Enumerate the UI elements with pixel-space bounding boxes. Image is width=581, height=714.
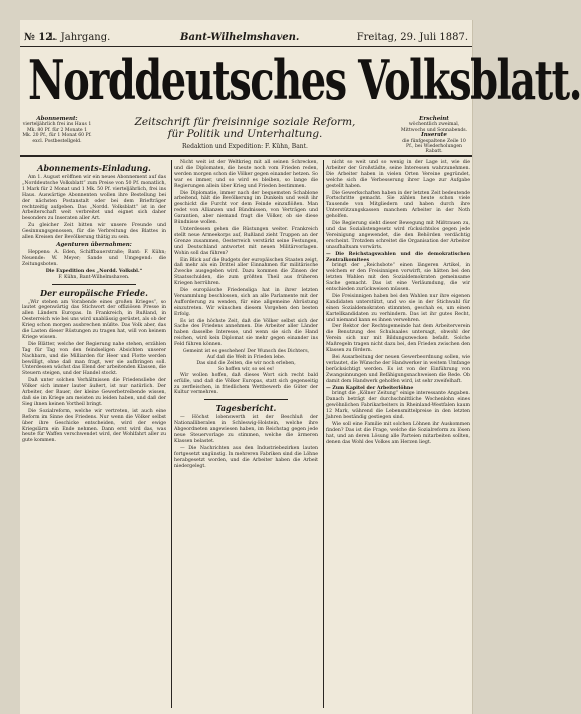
advert-header: Inserate: [421, 132, 447, 139]
column-3: [326, 160, 470, 708]
article-lead: — Zum Kapitel der Arbeiterlöhne: [326, 385, 414, 391]
expedition-name: F. Kühn, Bant-Wilhelmshaven.: [58, 274, 130, 280]
paragraph: — Die Nachrichten aus den Industriebezirken lauten fortgesetzt ungünstig. In mehreren Fabriken sind die Löhne herabgesetzt worden, und die Arbeiter haben die Arbeit niedergelegt.: [174, 445, 318, 469]
place-label: Bant-Wilhelmshaven.: [180, 32, 300, 43]
verse-line: Auf daß die Welt in Frieden lebe.: [206, 355, 286, 360]
paragraph: Nicht weit ist der Weltkrieg mit all seinen Schrecken, und die Diplomaten, die heute noch vom Frieden reden, werden morgen schon die Völker gegen einander hetzen. So war es immer, und so wird es bleiben, so lange die Regierungen allein über Krieg und Frieden bestimmen.: [174, 160, 318, 189]
agents-text: Heppens: A. Eden, Schiffbauerstraße; Bant: F. Kühn; Neuende: W. Meyer; Sande und Umgegend: die Zeitungsboten.: [22, 249, 166, 267]
subtitle-line-1: Zeitschrift für freisinnige soziale Reform,: [134, 116, 356, 128]
divider: [204, 399, 288, 400]
paragraph: nicht so weit und so wenig in der Lage ist, wie die Arbeiter der Großstädte, seine Interessen wahrzunehmen. Die Arbeiter haben in vielen Orten Vereine gegründet, welche sich die Verbesserung ihrer Lage zur Aufgabe gestellt haben.: [326, 160, 470, 189]
column-2: [174, 160, 318, 708]
verse-line: Gemeint ist es geschehen! Der Wunsch des Dichters,: [182, 349, 310, 355]
divider: [52, 284, 136, 285]
paragraph: Die Diplomatie, immer nach der bequemsten Schablone arbeitend, hält die Bevölkerung im Dunkeln und weiß ihr geschickt die Furcht vor dem Feinde einzuflößen. Man redet von Allianzen und Bündnissen, von Verträgen und Garantien, aber niemand fragt die Völker, ob sie diese Bündnisse wollen.: [174, 190, 318, 226]
issue-header-bar: [20, 20, 472, 47]
daily-report-heading: Tagesbericht.: [215, 403, 277, 414]
paragraph: Die Freisinnigen haben bei den Wahlen nur ihre eigenen Kandidaten unterstützt, und wo sie in der Stichwahl für einen Sozialdemokraten stimmten, geschah es, um einen Kartellkandidaten zu verhindern. Das ist ihr gutes Recht, und niemand kann es ihnen verwehren.: [326, 293, 470, 323]
paragraph: Am 1. August eröffnen wir ein neues Abonnement auf das „Norddeutsche Volksblatt“ zum Preise von 50 Pf. monatlich, 1 Mark für 2 Monat und 1 Mk. 50 Pf. vierteljährlich, frei ins Haus. Auswärtige Abonnenten wollen ihre Bestellung bei der nächsten Postanstalt oder bei dem Briefträger rechtzeitig aufgeben. Das „Nordd. Volksblatt“ ist in der Arbeiterschaft weit verbreitet und eignet sich daher besonders zu Inseraten aller Art.: [22, 175, 166, 222]
agents-label: Agenturen übernahmen:: [56, 241, 132, 248]
verse-line: So hoffen wir, so sei es!: [217, 366, 275, 372]
issue-number: № 12.: [24, 32, 56, 43]
subscription-info: [22, 117, 92, 144]
newspaper-page: [20, 20, 581, 714]
paragraph: Die Sozialreform, welche wir vertreten, ist auch eine Reform im Sinne des Friedens. Nur wenn die Völker selbst über ihre Geschicke entscheiden, wird der ewige Kriegslärm ein Ende nehmen. Dann erst wird das, was heute für Waffen verschwendet wird, der Wohlfahrt aller zu gute kommen.: [22, 408, 166, 444]
column-1: [22, 160, 166, 708]
issue-date: Freitag, 29. Juli 1887.: [356, 32, 468, 43]
masthead: [20, 47, 581, 157]
paragraph: Wie soll eine Familie mit solchen Löhnen ihr Auskommen finden? Das ist die Frage, welche die Sozialreform zu lösen hat, und an deren Lösung alle Parteien mitarbeiten sollten, denen das Wohl des Volkes am Herzen liegt.: [326, 421, 470, 445]
verse-line: Das sind die Zeiten, die wir noch erleben,: [196, 360, 296, 366]
advert-text: die fünfgespaltene Zeile 10 Pf., bei Wiederholungen Rabatt.: [402, 138, 466, 155]
article-lead: — Die Reichstagswahlen und die demokratischen Zentralkomitees: [326, 251, 470, 263]
newspaper-title: Norddeutsches Volksblatt.: [28, 49, 581, 113]
paragraph: Die Gewerkschaften haben in der letzten Zeit bedeutende Fortschritte gemacht. Sie zählen heute schon viele Tausende von Mitgliedern und haben durch ihre Unterstützungskassen manchem Arbeiter in der Noth geholfen.: [326, 190, 470, 220]
paragraph: Die Regierung sieht dieser Bewegung mit Mißtrauen zu, und das Sozialistengesetz wird rücksichtslos gegen jede Vereinigung angewendet, die den Behörden verdächtig erscheint. Trotzdem schreitet die Organisation der Arbeiter unaufhaltsam vorwärts.: [326, 221, 470, 250]
paragraph: „Wir stehen am Vorabende eines großen Krieges“, so lautet gegenwärtig das Stichwort der offiziösen Presse in allen Ländern Europas. In Frankreich, in Rußland, in Oesterreich wie bei uns wird unablässig gerüstet, als ob der Krieg schon morgen ausbrechen müßte. Das Volk aber, das die Lasten dieser Rüstungen zu tragen hat, will von keinem Kriege wissen.: [22, 299, 166, 340]
subscription-invitation-heading: Abonnements-Einladung.: [37, 163, 151, 173]
column-rule: [171, 160, 172, 708]
expedition-label: Die Expedition des „Nordd. Volksbl.“: [45, 268, 143, 274]
european-peace-heading: Der europäische Friede.: [40, 287, 148, 298]
publication-info: [398, 117, 470, 155]
subscription-header: Abonnement:: [36, 116, 78, 122]
subscription-text: vierteljährlich frei ins Haus 1 Mk. 80 Pf. für 2 Monate 1 Mk. 20 Pf., für 1 Monat 60 Pf. excl. Postbestellgeld.: [22, 122, 92, 144]
paragraph: Die europäische Friedensliga hat in ihrer letzten Versammlung beschlossen, sich an alle Parlamente mit der Aufforderung zu wenden, für eine allgemeine Abrüstung einzutreten. Wir wünschen diesem Vorgehen den besten Erfolg.: [174, 288, 318, 317]
paragraph: Wir wollen hoffen, daß dieses Wort sich recht bald erfülle, und daß die Völker Europas, statt sich gegenseitig zu zerfleischen, in friedlichem Wettbewerb die Güter der Kultur vermehren.: [174, 372, 318, 396]
paragraph: bringt die „Kölner Zeitung“ einige interessante Angaben. Danach beträgt der durchschnittliche Wochenlohn eines gewöhnlichen Fabrikarbeiters in Rheinland-Westfalen kaum 12 Mark, während die Lebensmittelpreise in den letzten Jahren beständig gestiegen sind.: [326, 391, 470, 421]
paragraph: bringt der „Reichsbote“ einen längeren Artikel, in welchem er den Freisinnigen vorwirft, sie hätten bei den letzten Wahlen mit den Sozialdemokraten gemeinsame Sache gemacht. Das ist eine Verläumdung, die wir entschieden zurückweisen müssen.: [326, 263, 470, 293]
paragraph: — Höchst lobenswerth ist der Beschluß der Nationalliberalen in Schleswig-Holstein, welche ihre Abgeordneten angewiesen haben, im Reichstag gegen jede neue Steuervorlage zu stimmen, welche die ärmeren Klassen belastet.: [174, 415, 318, 444]
publication-text: wöchentlich zweimal, Mittwochs und Sonnabends.: [400, 122, 468, 133]
subtitle-line-2: für Politik und Unterhaltung.: [167, 127, 323, 140]
column-rule: [323, 160, 324, 708]
paragraph: Zu gleicher Zeit bitten wir unsere Freunde und Gesinnungsgenossen, für die Verbreitung des Blattes in allen Kreisen der Bevölkerung thätig zu sein.: [22, 223, 166, 241]
paragraph: Ein Blick auf die Budgets der europäischen Staaten zeigt, daß mehr als ein Drittel aller Einnahmen für militärische Zwecke ausgegeben wird. Dazu kommen die Zinsen der Staatsschulden, die zum größten Theil aus früheren Kriegen herrühren.: [174, 257, 318, 287]
editor-line: Redaktion und Expedition: F. Kühn, Bant.: [182, 143, 308, 150]
paragraph: Die Blätter, welche der Regierung nahe stehen, erzählen Tag für Tag von den feindseligen Absichten unserer Nachbarn, und die Milliarden für Heer und Flotte werden bewilligt, ohne daß man fragt, wer sie aufbringen soll. Unterdessen wächst das Elend der arbeitenden Klassen, die Steuern steigen, und der Handel stockt.: [22, 341, 166, 377]
volume-label: 1. Jahrgang.: [48, 32, 111, 43]
paragraph: Unterdessen gehen die Rüstungen weiter. Frankreich stellt neue Armeekorps auf, Rußland zieht Truppen an der Grenze zusammen, Oesterreich verstärkt seine Festungen, und Deutschland antwortet mit neuen Militärvorlagen. Wohin soll das führen?: [174, 226, 318, 256]
newspaper-subtitle: [100, 117, 390, 140]
publication-header: Erscheint: [419, 116, 449, 122]
paragraph: Es ist die höchste Zeit, daß die Völker selbst sich der Sache des Friedens annehmen. Die Arbeiter aller Länder haben dasselbe Interesse, und wenn sie sich die Hand reichen, wird kein Diplomat sie mehr gegen einander ins Feld führen können.: [174, 318, 318, 348]
paragraph: Der Rektor der Rechtsgemeinde hat dem Arbeiterverein die Benutzung des Schulsaales untersagt, obwohl der Verein sich nur mit Bildungszwecken befaßt. Solche Maßregeln tragen nicht dazu bei, den Frieden zwischen den Klassen zu fördern.: [326, 324, 470, 354]
paragraph: Daß unter solchen Verhältnissen die Friedensliebe der Völker sich immer lauter äußert, ist nur natürlich. Der Arbeiter, der Bauer, der kleine Gewerbetreibende wissen, daß sie im Kriege am meisten zu leiden haben, und daß der Sieg ihnen keinen Vortheil bringt.: [22, 378, 166, 407]
paragraph: Bei Ausarbeitung der neuen Gewerbeordnung sollen, wie verlautet, die Wünsche der Handwerker in weitem Umfange berücksichtigt werden. Es ist von der Einführung von Zwangsinnungen und Befähigungsnachweisen die Rede. Ob damit dem Handwerk geholfen wird, ist sehr zweifelhaft.: [326, 355, 470, 384]
